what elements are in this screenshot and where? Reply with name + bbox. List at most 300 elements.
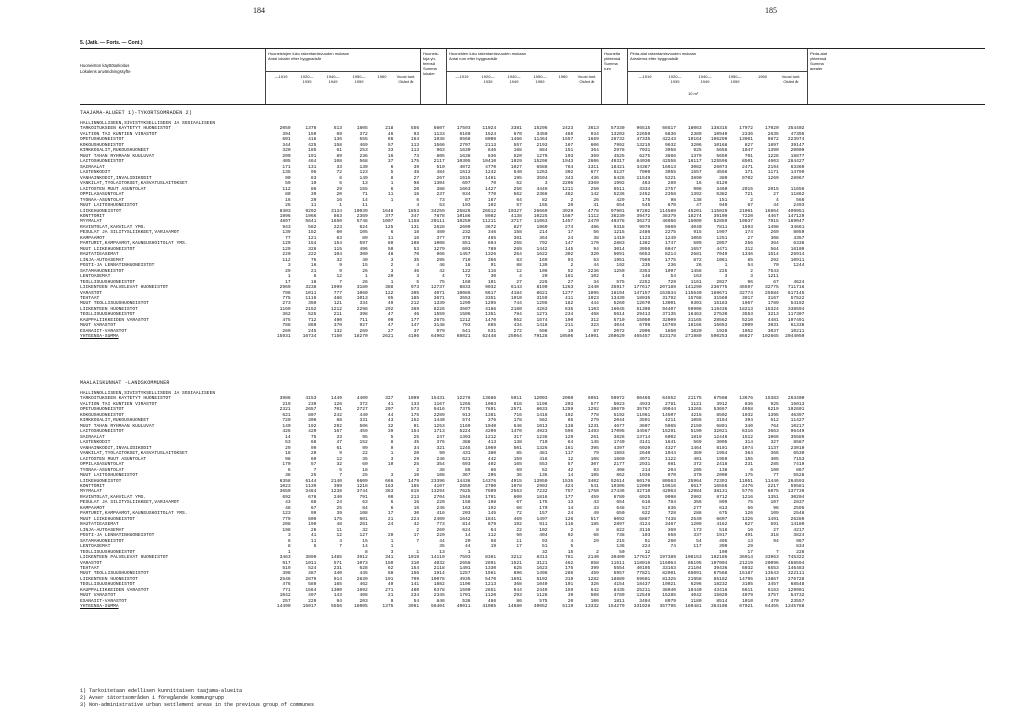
table-cell: 288 bbox=[693, 511, 702, 517]
table-cell: 86 bbox=[516, 598, 522, 604]
table-cell: 54732 bbox=[790, 593, 805, 599]
table-cell: 238775 bbox=[710, 285, 728, 291]
table-cell: 34567 bbox=[636, 429, 651, 435]
table-cell: 4162 bbox=[716, 522, 728, 528]
row-label: MUUT TAHAN RYHMAAN KUULUVAT bbox=[80, 153, 155, 159]
table-cell: 47335 bbox=[636, 137, 651, 143]
table-cell: 4397 bbox=[613, 445, 625, 451]
table-cell: 2236 bbox=[587, 268, 599, 274]
table-cell: 18 bbox=[413, 230, 420, 236]
table-cell: 15050 bbox=[636, 317, 651, 323]
table-cell: 470 bbox=[770, 598, 779, 604]
table-cell: 5382 bbox=[716, 192, 728, 198]
table-cell: 1850 bbox=[664, 328, 676, 334]
table-cell: 269 bbox=[282, 328, 291, 334]
table-cell: 102 bbox=[590, 274, 599, 280]
header-group-arealer bbox=[630, 51, 696, 61]
table-cell: 88 bbox=[387, 571, 394, 577]
table-cell: 1213 bbox=[485, 582, 497, 588]
table-cell: 27 bbox=[567, 279, 574, 285]
table-cell: 11 bbox=[387, 235, 394, 241]
table-cell: 49 bbox=[387, 301, 394, 307]
table-cell: 2 bbox=[570, 263, 574, 269]
table-cell: 33 bbox=[336, 164, 343, 170]
table-cell: 23396 bbox=[431, 478, 445, 484]
table-cell: 5 bbox=[390, 170, 394, 176]
table-cell: 53 bbox=[439, 203, 445, 209]
table-cell: 6144 bbox=[305, 478, 317, 484]
table-cell: 26 bbox=[362, 268, 368, 274]
table-cell: 8 bbox=[390, 440, 394, 446]
table-cell: 2781 bbox=[664, 401, 676, 407]
table-cell: 6160 bbox=[459, 131, 471, 137]
table-cell: 13332 bbox=[585, 604, 599, 610]
table-cell: 482 bbox=[564, 192, 574, 198]
table-cell: 12099 bbox=[636, 483, 651, 489]
table-cell: 14507 bbox=[662, 412, 676, 418]
table-cell: 39109 bbox=[713, 213, 728, 219]
table-cell: 18 bbox=[362, 467, 368, 473]
table-cell: 2903 bbox=[536, 483, 548, 489]
table-cell: 32009 bbox=[662, 317, 676, 323]
table-cell: 96515 bbox=[636, 126, 651, 132]
table-cell: 106 bbox=[590, 598, 599, 604]
table-cell: 366 bbox=[770, 451, 779, 457]
table-cell: 18437 bbox=[636, 582, 651, 588]
table-cell: 1917 bbox=[716, 533, 728, 539]
table-cell: 7989 bbox=[639, 257, 651, 263]
table-cell: 927 bbox=[359, 323, 368, 329]
table-cell: 57 bbox=[310, 462, 317, 468]
table-cell: 4042 bbox=[690, 593, 702, 599]
table-cell: 44 bbox=[387, 412, 394, 418]
table-cell: 26289 bbox=[790, 516, 805, 522]
table-cell: 1740 bbox=[613, 440, 625, 446]
table-cell: 401 bbox=[693, 456, 702, 462]
row-label: VARASTOT bbox=[80, 560, 103, 566]
table-cell: 6607 bbox=[716, 516, 728, 522]
table-cell: 4211 bbox=[664, 418, 676, 424]
row-label: LIIKEHUONEISTOT bbox=[80, 478, 122, 484]
table-cell: 6008 bbox=[485, 137, 497, 143]
table-cell: 314 bbox=[744, 440, 754, 446]
table-cell: 163 bbox=[385, 483, 394, 489]
row-label: TYONAA-ASUNTOLAT bbox=[80, 197, 125, 203]
table-cell: 1376 bbox=[305, 126, 317, 132]
table-cell: 39 bbox=[567, 593, 574, 599]
table-cell: 597 bbox=[359, 241, 368, 247]
table-cell: 51 bbox=[644, 538, 651, 544]
table-cell: 225 bbox=[719, 268, 728, 274]
table-cell: 295 bbox=[436, 257, 445, 263]
table-cell: 6925 bbox=[639, 494, 651, 500]
table-cell: 4357 bbox=[793, 235, 805, 241]
table-cell: 642 bbox=[590, 587, 599, 593]
table-cell: 106 bbox=[539, 268, 548, 274]
divider bbox=[627, 71, 807, 72]
table-cell: 67 bbox=[310, 505, 317, 511]
table-cell: 54 bbox=[747, 263, 754, 269]
table-cell: 846 bbox=[436, 598, 445, 604]
table-cell: 372 bbox=[359, 401, 368, 407]
table-cell: 600 bbox=[513, 494, 522, 500]
table-cell: 39 bbox=[387, 429, 394, 435]
table-cell: 6 bbox=[390, 186, 394, 192]
table-cell: 17095 bbox=[610, 429, 625, 435]
table-cell: 26 bbox=[310, 527, 317, 533]
row-label: TARKOITUKSEEN KAYTETYT HUONEISTOT bbox=[80, 126, 171, 132]
table-cell: 27436 bbox=[610, 489, 625, 495]
header-group-lokaler-total bbox=[423, 51, 439, 76]
table-cell: 3180 bbox=[356, 285, 368, 291]
table-cell: 88 bbox=[516, 263, 522, 269]
table-cell: 1019 bbox=[408, 555, 420, 561]
table-cell: 7 bbox=[339, 544, 343, 550]
table-cell: 8226 bbox=[433, 306, 445, 312]
row-label: VALTION TAI KUNTIEN VIRASTOT bbox=[80, 131, 158, 137]
table-cell: 1251 bbox=[716, 235, 728, 241]
table-cell: 390 bbox=[719, 544, 728, 550]
table-cell: 39 bbox=[310, 192, 317, 198]
table-cell: 90 bbox=[285, 175, 291, 181]
table-cell: 159 bbox=[513, 456, 522, 462]
table-cell: 56 bbox=[747, 505, 754, 511]
table-cell: 5 bbox=[339, 467, 343, 473]
table-cell: 1574 bbox=[536, 317, 548, 323]
table-cell: 1212 bbox=[459, 317, 471, 323]
table-cell: 395 bbox=[590, 445, 599, 451]
table-cell: 16 bbox=[696, 181, 702, 187]
table-cell: 1513 bbox=[459, 170, 471, 176]
table-cell: 6789 bbox=[613, 494, 625, 500]
table-cell: 54 bbox=[413, 598, 420, 604]
table-cell: 72 bbox=[336, 170, 343, 176]
table-cell: 18877 bbox=[790, 153, 805, 159]
table-cell: 106299 bbox=[710, 137, 728, 143]
table-cell: 1587 bbox=[562, 213, 574, 219]
table-cell: 12670 bbox=[636, 301, 651, 307]
table-cell: 5554 bbox=[613, 566, 625, 571]
table-cell: 3 bbox=[390, 549, 394, 555]
table-cell: 67508 bbox=[713, 396, 728, 402]
table-cell: 32775 bbox=[764, 285, 779, 291]
table-cell: 204 bbox=[667, 467, 676, 473]
table-cell: 8 bbox=[339, 175, 343, 181]
table-cell: 4040 bbox=[690, 224, 702, 230]
table-cell: 1996 bbox=[279, 213, 291, 219]
table-cell: 1642 bbox=[459, 516, 471, 522]
row-label: MYYMALAT bbox=[80, 219, 103, 225]
table-cell: 120 bbox=[282, 241, 291, 247]
row-label: VANHAINKODIT,INVALIDIKODIT bbox=[80, 175, 152, 181]
table-cell: 465 bbox=[564, 131, 574, 137]
table-cell: 35 bbox=[439, 544, 445, 550]
table-cell: 11051 bbox=[739, 478, 754, 484]
table-cell: 1 bbox=[339, 203, 343, 209]
table-cell: 81325 bbox=[662, 576, 676, 582]
table-cell: 156 bbox=[410, 571, 420, 577]
table-cell: 2298 bbox=[356, 306, 368, 312]
table-cell: 775 bbox=[282, 296, 291, 301]
table-cell: 153834 bbox=[659, 290, 676, 296]
table-cell: 57 bbox=[516, 203, 522, 209]
table-cell: 1128 bbox=[536, 593, 548, 599]
table-cell: 2015 bbox=[742, 186, 754, 192]
table-cell: 476 bbox=[282, 582, 291, 588]
table-cell: 346 bbox=[487, 230, 497, 236]
table-cell: 108153 bbox=[685, 555, 702, 561]
table-cell: 16864 bbox=[764, 208, 779, 214]
year-col-header: Vuosi tunt. Okänt år bbox=[577, 74, 597, 84]
table-cell: 236 bbox=[667, 263, 676, 269]
table-cell: 6275 bbox=[639, 153, 651, 159]
table-cell: 5748 bbox=[356, 219, 368, 225]
table-cell: 4897 bbox=[279, 219, 291, 225]
table-cell: 57330 bbox=[610, 126, 625, 132]
table-cell: 211 bbox=[564, 323, 574, 329]
table-cell: 52614 bbox=[610, 478, 625, 484]
table-cell: 24 bbox=[567, 235, 574, 241]
table-cell: 129 bbox=[564, 434, 574, 440]
table-cell: 2452 bbox=[639, 192, 651, 198]
table-cell: 2117 bbox=[433, 159, 445, 165]
header-text: Huoneistojen luku rakentamisvuoden mukaan bbox=[268, 51, 349, 56]
table-cell: 1701 bbox=[459, 593, 471, 599]
table-cell: 490 bbox=[333, 317, 343, 323]
table-cell: 39436 bbox=[713, 566, 728, 571]
table-cell: 10440 bbox=[687, 587, 702, 593]
table-cell: 1158 bbox=[408, 219, 420, 225]
table-cell: 3671 bbox=[433, 296, 445, 301]
table-cell: 1514 bbox=[767, 252, 779, 258]
table-cell: 175 bbox=[410, 159, 420, 165]
table-cell: 28562 bbox=[713, 317, 728, 323]
table-cell: 151 bbox=[564, 148, 574, 154]
table-cell: 770 bbox=[487, 192, 497, 198]
table-cell: 223 bbox=[333, 224, 343, 230]
table-cell: 14180 bbox=[790, 522, 805, 528]
table-cell: 914 bbox=[333, 576, 343, 582]
table-cell: 25211 bbox=[636, 587, 651, 593]
table-cell: 836 bbox=[667, 505, 676, 511]
table-cell: 508 bbox=[590, 593, 599, 599]
table-cell: 1013 bbox=[536, 423, 548, 429]
row-label: KIRKKOSALIT,RUKOUSHUONEET bbox=[80, 418, 149, 424]
table-cell: 5650 bbox=[716, 153, 728, 159]
table-cell: 9 bbox=[339, 268, 343, 274]
table-cell: 369 bbox=[590, 153, 599, 159]
table-cell: 670 bbox=[667, 203, 676, 209]
table-cell: 517 bbox=[590, 516, 599, 522]
table-cell: 326 bbox=[590, 582, 599, 588]
table-cell: 2757 bbox=[664, 186, 676, 192]
year-col-header: 1920— 1939 bbox=[668, 74, 682, 84]
table-cell: 2059 bbox=[279, 126, 291, 132]
table-cell: 622 bbox=[642, 511, 651, 517]
table-cell: 1244 bbox=[793, 263, 805, 269]
table-cell: 4923 bbox=[536, 429, 548, 435]
table-cell: 745322 bbox=[787, 555, 805, 561]
table-cell: 436 bbox=[590, 175, 599, 181]
table-cell: 1330 bbox=[485, 566, 497, 571]
table-cell: 150 bbox=[385, 560, 394, 566]
table-cell: 1623 bbox=[536, 566, 548, 571]
table-cell: 6296 bbox=[690, 582, 702, 588]
table-cell: 19021 bbox=[662, 582, 676, 588]
table-cell: 1638 bbox=[459, 153, 471, 159]
row-label: KOKOUSHUONEISTOT bbox=[80, 142, 125, 148]
table-cell: 69 bbox=[310, 456, 317, 462]
table-cell: 711 bbox=[359, 317, 368, 323]
table-cell: 399 bbox=[590, 566, 599, 571]
table-cell: 231 bbox=[744, 462, 754, 468]
table-cell: 10327 bbox=[508, 208, 522, 214]
table-cell: 223974 bbox=[787, 137, 805, 143]
year-col-header: Vuosi tunt. Okänt år bbox=[781, 74, 801, 84]
table-cell: 1351 bbox=[485, 312, 497, 318]
table-cell: 108 bbox=[436, 473, 445, 479]
table-cell: 372 bbox=[693, 462, 702, 468]
table-cell: 60 bbox=[362, 462, 368, 468]
table-cell: 16109 bbox=[790, 246, 805, 252]
table-cell: 1196 bbox=[536, 401, 548, 407]
table-cell: 934 bbox=[590, 131, 599, 137]
table-cell: 934 bbox=[462, 192, 471, 198]
table-cell: 1390 bbox=[767, 148, 779, 154]
table-cell: 177617 bbox=[633, 555, 651, 561]
table-cell: 1449 bbox=[331, 396, 343, 402]
table-cell: 42 bbox=[413, 522, 420, 528]
table-cell: 6568 bbox=[459, 137, 471, 143]
table-cell: 7375 bbox=[459, 407, 471, 413]
table-cell: 15931 bbox=[276, 334, 291, 340]
table-cell: 11656 bbox=[790, 186, 805, 192]
table-cell: 9869 bbox=[664, 224, 676, 230]
table-cell: 101 bbox=[564, 582, 574, 588]
table-cell: 137739 bbox=[787, 489, 805, 495]
table-cell: 709 bbox=[410, 576, 420, 582]
table-cell: 1007 bbox=[382, 219, 394, 225]
table-cell: 2118 bbox=[433, 566, 445, 571]
table-cell: 32 bbox=[336, 462, 343, 468]
table-cell: 7 bbox=[339, 279, 343, 285]
table-cell: 214 bbox=[539, 230, 548, 236]
row-label: VANKILAT,TYOLAITOKSET,KASVATUSLAITOKSET bbox=[80, 451, 188, 457]
table-cell: 59 bbox=[285, 181, 291, 187]
table-cell: 792 bbox=[539, 241, 548, 247]
table-cell: 1641 bbox=[664, 440, 676, 446]
table-cell: 2883 bbox=[613, 241, 625, 247]
table-cell: 7009 bbox=[639, 170, 651, 176]
table-cell: 26 bbox=[593, 197, 599, 203]
table-cell: 22659 bbox=[636, 131, 651, 137]
table-cell: 27 bbox=[516, 279, 522, 285]
table-cell: 121 bbox=[308, 235, 317, 241]
table-cell: 862 bbox=[616, 473, 625, 479]
table-cell: 465457 bbox=[633, 334, 651, 340]
table-cell: 157 bbox=[539, 511, 548, 517]
table-cell: 34 bbox=[413, 445, 420, 451]
table-cell: 136 bbox=[616, 544, 625, 550]
table-cell: 420 bbox=[308, 429, 317, 435]
row-label: PARTURIT,KAMPAAMOT,KAUNEUSHOITOLAT YMS. bbox=[80, 241, 188, 247]
table-cell: 1061 bbox=[716, 257, 728, 263]
table-cell: 1269 bbox=[767, 175, 779, 181]
table-cell: 60466 bbox=[636, 396, 651, 402]
table-cell: 952 bbox=[513, 317, 522, 323]
table-cell: 87 bbox=[593, 328, 599, 334]
table-cell: 3507 bbox=[459, 306, 471, 312]
table-cell: 14 bbox=[362, 197, 368, 203]
table-cell: 312 bbox=[590, 317, 599, 323]
table-cell: 1003 bbox=[485, 401, 497, 407]
table-cell: 70 bbox=[490, 181, 497, 187]
table-cell: 1819 bbox=[690, 434, 702, 440]
table-cell: 14376 bbox=[482, 478, 497, 484]
table-cell: 2471 bbox=[742, 164, 754, 170]
table-cell: 253 bbox=[359, 148, 368, 154]
table-cell: 628 bbox=[359, 566, 368, 571]
table-cell: 4789 bbox=[613, 593, 625, 599]
table-cell: 341 bbox=[385, 555, 394, 561]
table-cell: 906 bbox=[693, 186, 702, 192]
table-cell: 3238 bbox=[305, 285, 317, 291]
table-cell: 6032 bbox=[742, 566, 754, 571]
table-cell: 5210 bbox=[742, 317, 754, 323]
table-cell: 67568 bbox=[713, 571, 728, 577]
table-cell: 12 bbox=[336, 274, 343, 280]
table-cell: 1557 bbox=[562, 137, 574, 143]
table-cell: 44 bbox=[464, 544, 471, 550]
table-cell: 3744 bbox=[356, 489, 368, 495]
table-cell: 40195 bbox=[636, 566, 651, 571]
table-cell: 1311 bbox=[587, 164, 599, 170]
table-cell: 72 bbox=[464, 274, 471, 280]
table-cell: 4032 bbox=[433, 560, 445, 566]
table-cell: 364108 bbox=[710, 604, 728, 610]
table-cell: 271989 bbox=[685, 334, 702, 340]
table-cell: 15324 bbox=[764, 306, 779, 312]
table-cell: 538 bbox=[462, 598, 471, 604]
table-cell: 486 bbox=[333, 296, 343, 301]
table-cell: 83 bbox=[516, 257, 522, 263]
table-cell: 66 bbox=[593, 533, 599, 539]
table-cell: 425 bbox=[308, 142, 317, 148]
table-cell: 49 bbox=[593, 511, 599, 517]
row-label: POSTI-JA LENNATINHUONEISTOT bbox=[80, 533, 155, 539]
table-cell: 2057 bbox=[716, 241, 728, 247]
table-cell: 3553 bbox=[459, 296, 471, 301]
table-cell: 1440 bbox=[433, 418, 445, 424]
table-cell: 32 bbox=[542, 549, 548, 555]
table-cell: 338594 bbox=[787, 306, 805, 312]
table-cell: 185 bbox=[590, 522, 599, 528]
table-cell: 6143 bbox=[510, 285, 522, 291]
table-cell: 1250 bbox=[613, 268, 625, 274]
table-cell: 896 bbox=[513, 571, 522, 577]
table-cell: 32 bbox=[387, 423, 394, 429]
table-cell: 1 bbox=[390, 197, 394, 203]
table-cell: 3353 bbox=[639, 268, 651, 274]
table-cell: 66517 bbox=[662, 126, 676, 132]
table-cell: 7049 bbox=[716, 252, 728, 258]
table-cell: 45201 bbox=[687, 208, 702, 214]
table-cell: 480 bbox=[436, 230, 445, 236]
row-label: KAUPPALIIKKEIDEN VARASTOT bbox=[80, 317, 149, 323]
table-cell: 292 bbox=[385, 306, 394, 312]
table-cell: 2931 bbox=[639, 462, 651, 468]
table-cell: 11 bbox=[310, 203, 317, 209]
